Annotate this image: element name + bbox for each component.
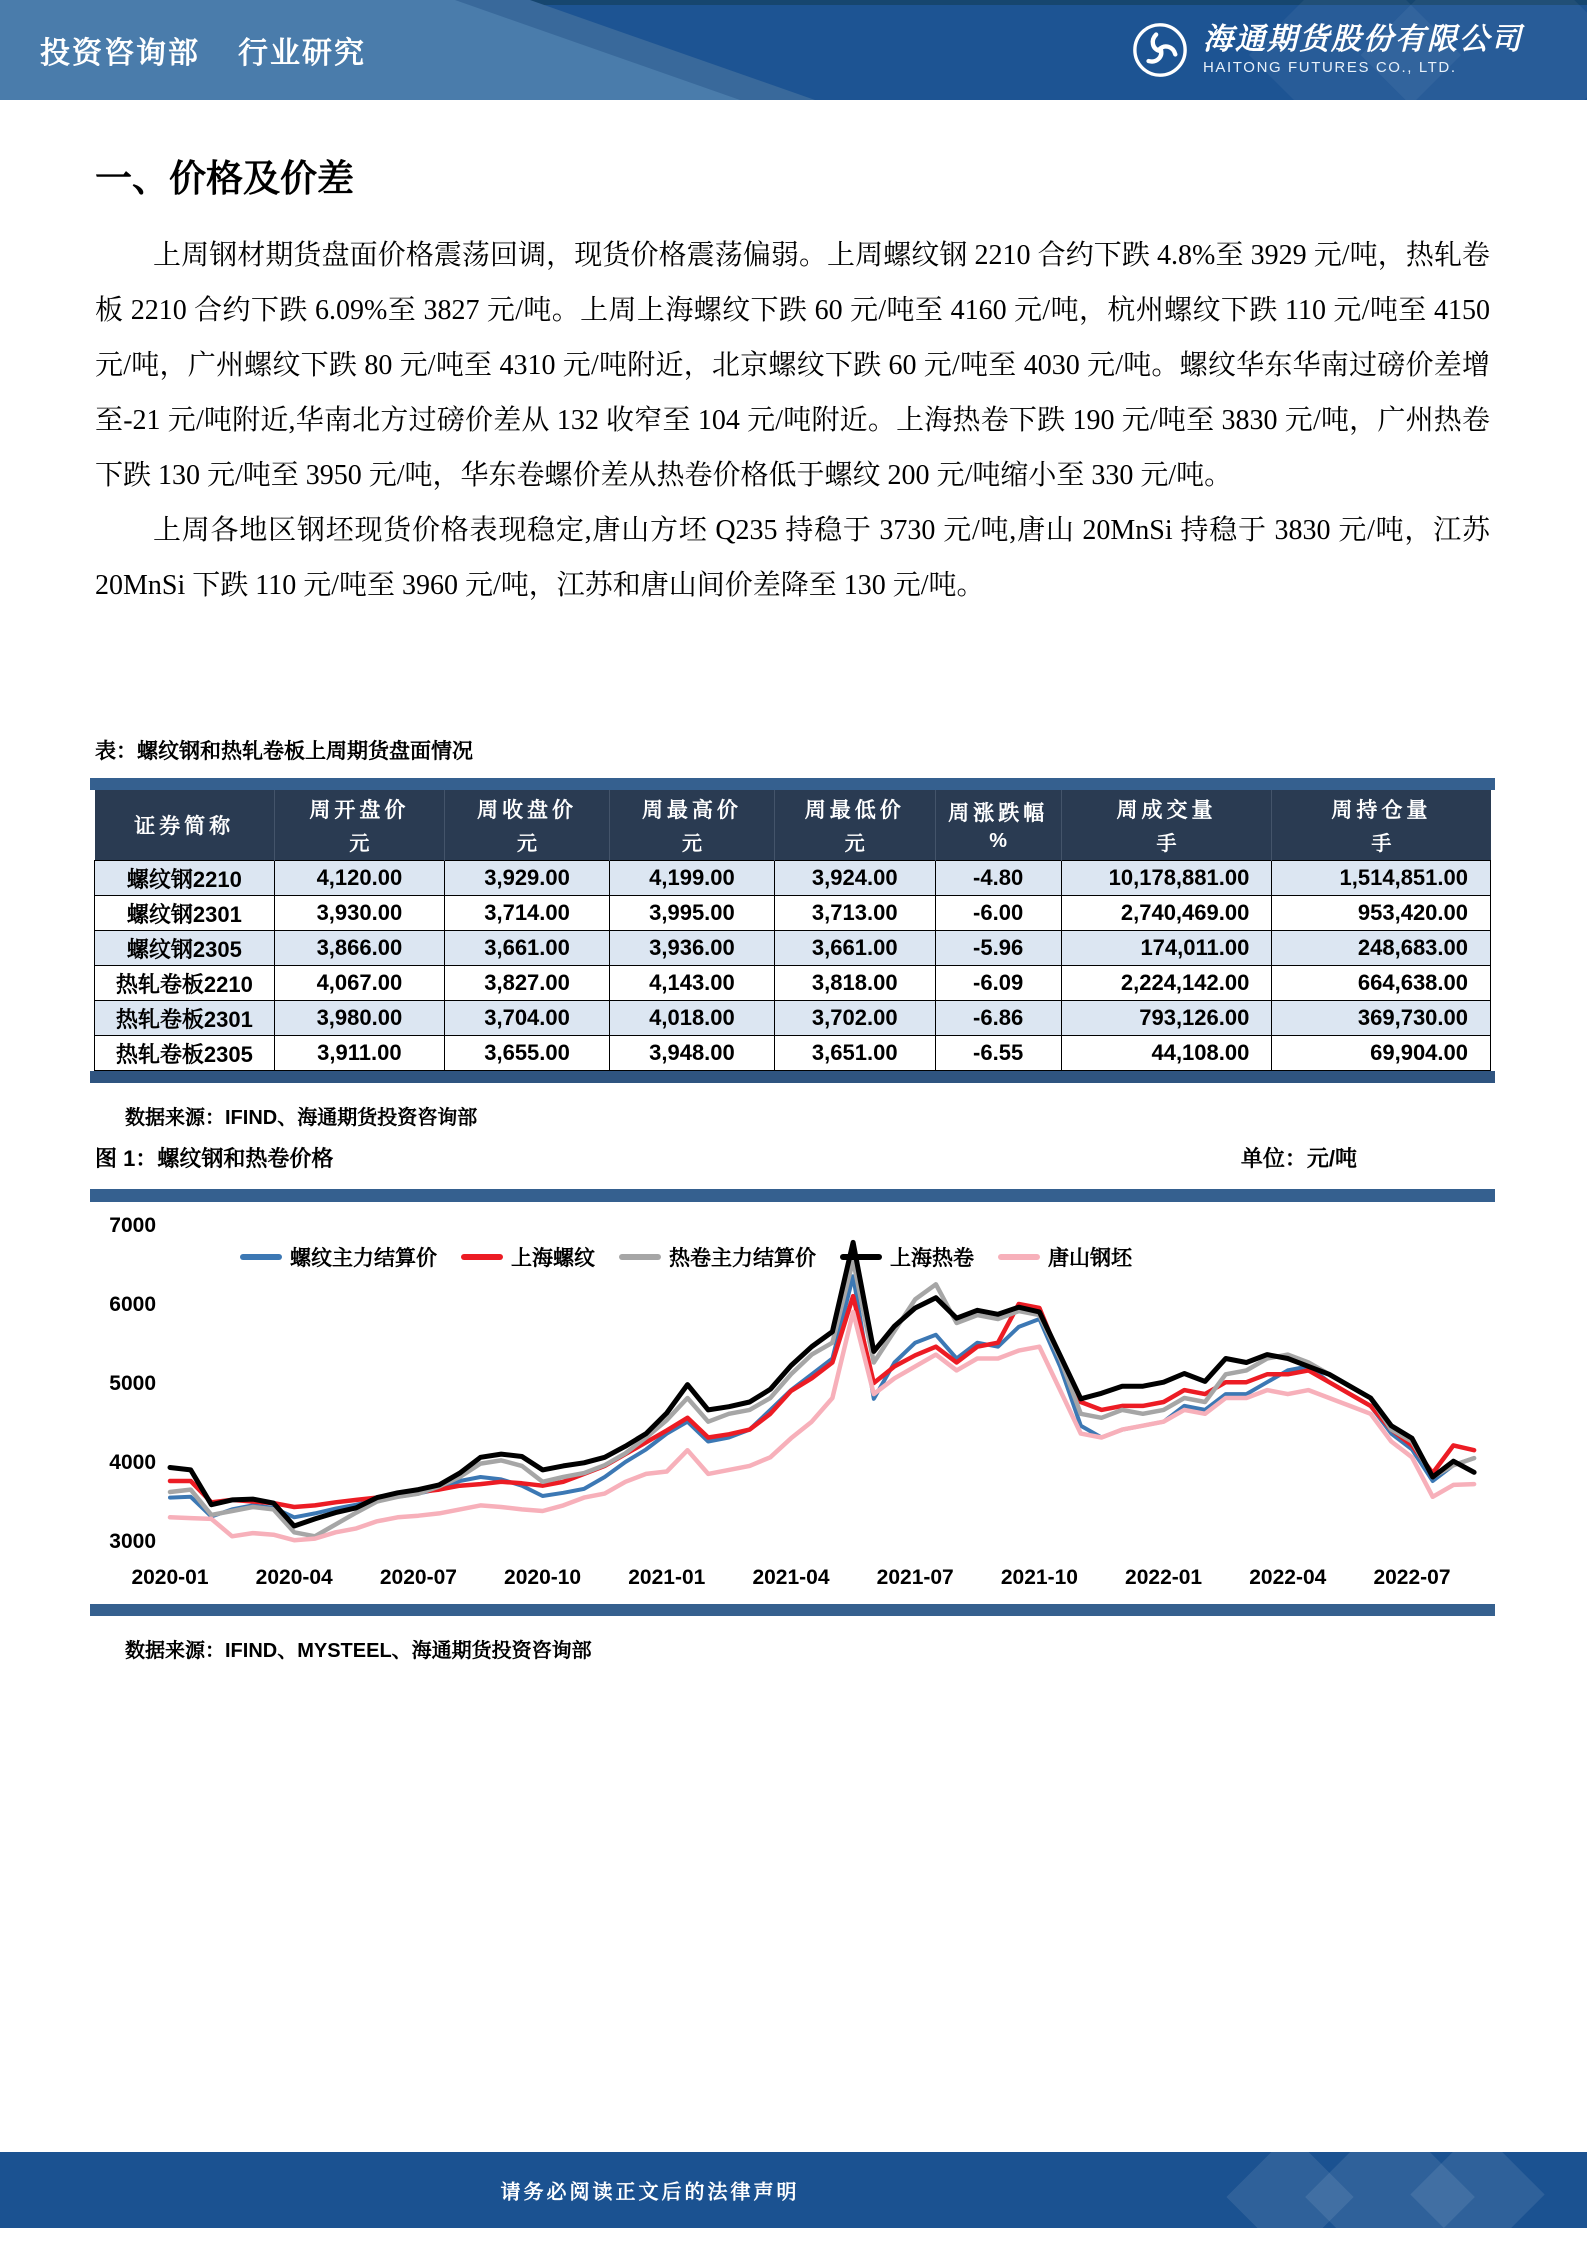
figure-caption-row	[90, 1142, 1495, 1173]
value-cell: -6.86	[935, 1001, 1061, 1036]
x-axis-tick-label: 2020-07	[379, 1566, 457, 1589]
legend-swatch	[240, 1254, 282, 1260]
column-unit: 手	[1371, 833, 1392, 855]
footer-disclaimer: 请务必阅读正文后的法律声明	[500, 2181, 800, 2204]
table-header	[95, 790, 1491, 861]
value-cell: 4,199.00	[610, 861, 775, 896]
futures-table	[94, 790, 1491, 1071]
value-cell: 1,514,851.00	[1272, 861, 1491, 896]
column-unit: 元	[844, 833, 865, 855]
table-top-bar	[90, 778, 1495, 790]
value-cell: -6.09	[935, 966, 1061, 1001]
legend-swatch	[619, 1254, 661, 1260]
table-body	[95, 861, 1491, 1071]
value-cell: 3,980.00	[274, 1001, 444, 1036]
value-cell: 3,702.00	[774, 1001, 935, 1036]
table-source: 数据来源：IFIND、海通期货投资咨询部	[125, 1107, 478, 1129]
chart-area	[90, 1202, 1495, 1604]
column-header	[445, 790, 610, 861]
value-cell: -5.96	[935, 931, 1061, 966]
x-axis-tick-label: 2020-04	[255, 1566, 333, 1589]
x-axis-tick-label: 2022-04	[1249, 1566, 1327, 1589]
column-unit: 元	[349, 833, 370, 855]
y-axis-tick-label: 3000	[109, 1530, 156, 1553]
company-name-cn: 海通期货股份有限公司	[1203, 22, 1523, 56]
value-cell: 369,730.00	[1272, 1001, 1491, 1036]
x-axis-tick-label: 2020-10	[504, 1566, 582, 1589]
column-label: 周开盘价	[309, 799, 410, 822]
x-axis-tick-label: 2021-04	[752, 1566, 830, 1589]
contract-name-cell: 螺纹钢2305	[95, 931, 275, 966]
column-header	[1061, 790, 1272, 861]
company-name-en: HAITONG FUTURES CO., LTD.	[1203, 58, 1457, 76]
column-header	[610, 790, 775, 861]
figure-source: 数据来源：IFIND、MYSTEEL、海通期货投资咨询部	[125, 1640, 592, 1662]
contract-name-cell: 热轧卷板2305	[95, 1036, 275, 1071]
value-cell: -6.00	[935, 896, 1061, 931]
contract-name-cell: 螺纹钢2210	[95, 861, 275, 896]
series-line-上海螺纹	[170, 1296, 1474, 1507]
column-unit: 元	[681, 833, 702, 855]
value-cell: -4.80	[935, 861, 1061, 896]
legend-item	[240, 1242, 437, 1272]
series-line-螺纹主力结算价	[170, 1276, 1474, 1517]
value-cell: -6.55	[935, 1036, 1061, 1071]
column-header	[774, 790, 935, 861]
contract-name-cell: 螺纹钢2301	[95, 896, 275, 931]
value-cell: 10,178,881.00	[1061, 861, 1272, 896]
figure-unit-label: 单位：元/吨	[1240, 1146, 1357, 1171]
figure-bottom-bar	[90, 1604, 1495, 1616]
series-line-热卷主力结算价	[170, 1261, 1474, 1537]
value-cell: 3,948.00	[610, 1036, 775, 1071]
value-cell: 3,661.00	[774, 931, 935, 966]
value-cell: 44,108.00	[1061, 1036, 1272, 1071]
value-cell: 2,740,469.00	[1061, 896, 1272, 931]
value-cell: 664,638.00	[1272, 966, 1491, 1001]
value-cell: 3,704.00	[445, 1001, 610, 1036]
value-cell: 3,929.00	[445, 861, 610, 896]
column-header	[935, 790, 1061, 861]
value-cell: 3,713.00	[774, 896, 935, 931]
table-header-row	[95, 790, 1491, 861]
table-row	[95, 861, 1491, 896]
legend-item	[619, 1242, 816, 1272]
table-row	[95, 1036, 1491, 1071]
legend-swatch	[840, 1254, 882, 1260]
value-cell: 2,224,142.00	[1061, 966, 1272, 1001]
y-axis-tick-label: 7000	[109, 1214, 156, 1237]
column-label: 周最高价	[641, 799, 742, 822]
value-cell: 69,904.00	[1272, 1036, 1491, 1071]
legend-label: 上海螺纹	[511, 1247, 595, 1270]
value-cell: 3,924.00	[774, 861, 935, 896]
value-cell: 4,120.00	[274, 861, 444, 896]
column-unit: 元	[517, 833, 538, 855]
footer-banner	[0, 2152, 1587, 2228]
value-cell: 3,818.00	[774, 966, 935, 1001]
company-name-block	[1203, 22, 1523, 76]
chart-legend	[240, 1242, 1132, 1272]
value-cell: 3,995.00	[610, 896, 775, 931]
column-label: 周涨跌幅	[948, 802, 1049, 825]
value-cell: 174,011.00	[1061, 931, 1272, 966]
value-cell: 4,018.00	[610, 1001, 775, 1036]
value-cell: 3,911.00	[274, 1036, 444, 1071]
x-axis-tick-label: 2021-01	[628, 1566, 706, 1589]
body-text	[95, 228, 1490, 613]
table-row	[95, 931, 1491, 966]
value-cell: 4,143.00	[610, 966, 775, 1001]
paragraph: 上周各地区钢坯现货价格表现稳定,唐山方坯 Q235 持稳于 3730 元/吨,唐山 20MnSi 持稳于 3830 元/吨，江苏 20MnSi 下跌 110 元/吨至 3960 元/吨，江苏和唐山间价差降至 130 元/吨。	[95, 515, 1490, 601]
column-header	[95, 790, 275, 861]
legend-item	[461, 1242, 595, 1272]
column-label: 周最低价	[804, 799, 905, 822]
header-titles	[40, 28, 404, 72]
company-brand	[1131, 21, 1523, 79]
y-axis-tick-label: 5000	[109, 1372, 156, 1395]
table-caption: 表：螺纹钢和热轧卷板上周期货盘面情况	[95, 740, 473, 763]
haitong-logo-icon	[1131, 21, 1189, 79]
contract-name-cell: 热轧卷板2210	[95, 966, 275, 1001]
contract-name-cell: 热轧卷板2301	[95, 1001, 275, 1036]
table-row	[95, 896, 1491, 931]
department-label: 投资咨询部	[40, 37, 200, 70]
column-header	[1272, 790, 1491, 861]
figure-caption: 图 1：螺纹钢和热卷价格	[95, 1146, 334, 1171]
column-unit: %	[989, 830, 1007, 852]
legend-label: 热卷主力结算价	[669, 1247, 816, 1270]
legend-label: 唐山钢坯	[1048, 1247, 1132, 1270]
value-cell: 3,661.00	[445, 931, 610, 966]
column-header	[274, 790, 444, 861]
table-bottom-bar	[90, 1071, 1495, 1083]
x-axis-tick-label: 2021-07	[876, 1566, 954, 1589]
x-axis-tick-label: 2020-01	[131, 1566, 209, 1589]
column-label: 周成交量	[1116, 799, 1217, 822]
legend-item	[840, 1242, 974, 1272]
report-type-label: 行业研究	[238, 37, 366, 70]
paragraph: 上周钢材期货盘面价格震荡回调，现货价格震荡偏弱。上周螺纹钢 2210 合约下跌 4.8%至 3929 元/吨，热轧卷板 2210 合约下跌 6.09%至 3827 元/吨。上周上海螺纹下跌 60 元/吨至 4160 元/吨，杭州螺纹下跌 110 元/吨至 4150 元/吨，广州螺纹下跌 80 元/吨至 4310 元/吨附近，北京螺纹下跌 60 元/吨至 4030 元/吨。螺纹华东华南过磅价差增至-21 元/吨附近,华南北方过磅价差从 132 收窄至 104 元/吨附近。上海热卷下跌 190 元/吨至 3830 元/吨，广州热卷下跌 130 元/吨至 3950 元/吨，华东卷螺价差从热卷价格低于螺纹 200 元/吨缩小至 330 元/吨。	[95, 240, 1490, 491]
value-cell: 3,714.00	[445, 896, 610, 931]
column-unit: 手	[1156, 833, 1177, 855]
value-cell: 3,655.00	[445, 1036, 610, 1071]
legend-label: 螺纹主力结算价	[290, 1247, 437, 1270]
legend-label: 上海热卷	[890, 1247, 974, 1270]
series-line-上海热卷	[170, 1242, 1474, 1526]
table-row	[95, 1001, 1491, 1036]
x-axis-tick-label: 2022-07	[1373, 1566, 1451, 1589]
value-cell: 3,651.00	[774, 1036, 935, 1071]
y-axis-tick-label: 4000	[109, 1451, 156, 1474]
value-cell: 248,683.00	[1272, 931, 1491, 966]
value-cell: 3,866.00	[274, 931, 444, 966]
value-cell: 953,420.00	[1272, 896, 1491, 931]
futures-table-section	[90, 735, 1495, 1130]
figure-top-bar	[90, 1189, 1495, 1202]
figure-section	[90, 1142, 1495, 1663]
header-banner	[0, 0, 1587, 100]
column-label: 证券简称	[134, 815, 235, 838]
value-cell: 793,126.00	[1061, 1001, 1272, 1036]
legend-swatch	[998, 1254, 1040, 1260]
value-cell: 4,067.00	[274, 966, 444, 1001]
value-cell: 3,930.00	[274, 896, 444, 931]
table-row	[95, 966, 1491, 1001]
x-axis-tick-label: 2022-01	[1125, 1566, 1203, 1589]
value-cell: 3,827.00	[445, 966, 610, 1001]
column-label: 周持仓量	[1331, 799, 1432, 822]
x-axis-tick-label: 2021-10	[1000, 1566, 1078, 1589]
y-axis-tick-label: 6000	[109, 1293, 156, 1316]
column-label: 周收盘价	[477, 799, 578, 822]
section-title: 一、价格及价差	[95, 159, 354, 200]
value-cell: 3,936.00	[610, 931, 775, 966]
legend-item	[998, 1242, 1132, 1272]
legend-swatch	[461, 1254, 503, 1260]
